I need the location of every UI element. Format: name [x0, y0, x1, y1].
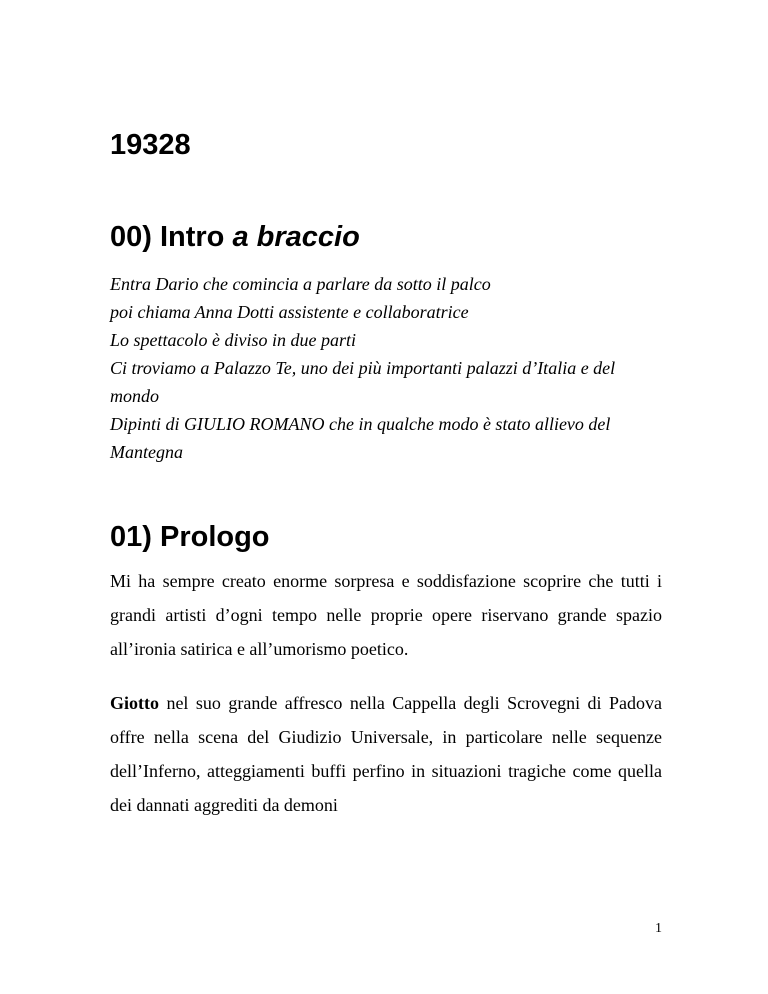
stage-note: Ci troviamo a Palazzo Te, uno dei più importanti palazzi d’Italia e del mondo	[110, 358, 616, 406]
prologo-paragraph-1: Mi ha sempre creato enorme sorpresa e soddisfazione scoprire che tutti i grandi artisti d’ogni tempo nelle proprie opere riservano grande spazio all’ironia satirica e all’umorismo poetico.	[110, 571, 662, 659]
prologo-paragraph-2	[110, 686, 662, 822]
paragraph-2-text: nel suo grande affresco nella Cappella degli Scrovegni di Padova offre nella scena del Giudizio Universale, in particolare nelle sequenze dell’Inferno, atteggiamenti buffi perfino in situazioni tragiche come quella dei dannati aggrediti da demoni	[110, 693, 662, 815]
intro-heading	[110, 220, 360, 254]
stage-notes	[110, 270, 662, 466]
page-number: 1	[655, 921, 662, 936]
prologo-heading: 01) Prologo	[110, 521, 270, 553]
giotto-bold: Giotto	[110, 693, 159, 713]
stage-note: poi chiama Anna Dotti assistente e collaboratrice	[110, 302, 469, 322]
intro-heading-prefix: 00) Intro	[110, 221, 233, 253]
intro-heading-italic: a braccio	[232, 221, 360, 253]
stage-note: Entra Dario che comincia a parlare da sotto il palco	[110, 274, 491, 294]
stage-note: Dipinti di GIULIO ROMANO che in qualche modo è stato allievo del Mantegna	[110, 414, 611, 462]
document-id: 19328	[110, 129, 191, 161]
stage-note: Lo spettacolo è diviso in due parti	[110, 330, 356, 350]
